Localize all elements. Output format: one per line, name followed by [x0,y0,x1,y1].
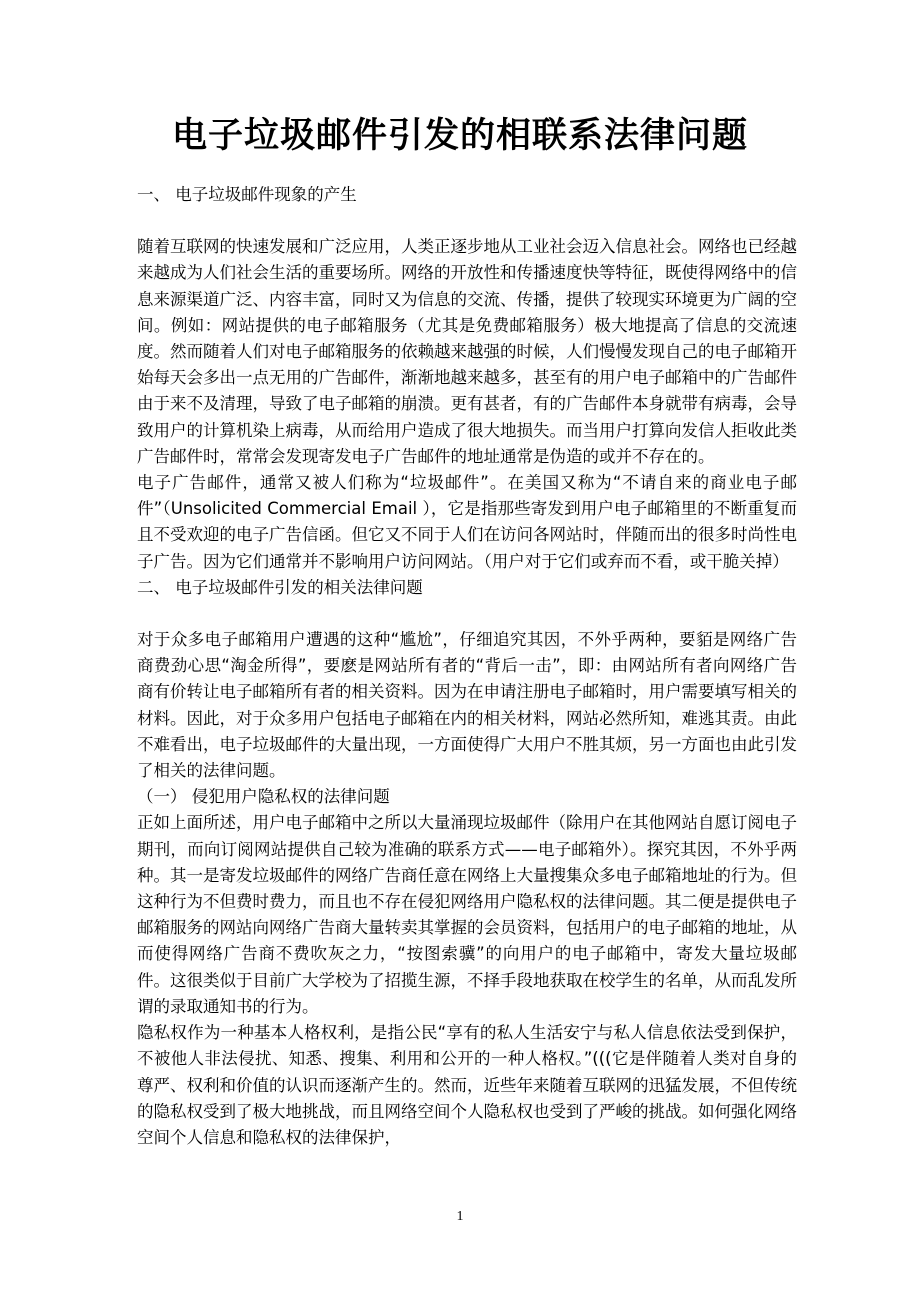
paragraph-4: 正如上面所述，用户电子邮箱中之所以大量涌现垃圾邮件（除用户在其他网站自愿订阅电子期刊，而向订阅网站提供自己较为准确的联系方式——电子邮箱外）。探究其因，不外乎两种。其一是寄发垃圾邮件的网络广告商任意在网络上大量搜集众多电子邮箱地址的行为。但这种行为不但费时费力，而且也不存在侵犯网络用户隐私权的法律问题。其二便是提供电子邮箱服务的网站向网络广告商大量转卖其掌握的会员资料，包括用户的电子邮箱的地址，从而使得网络广告商不费吹灰之力，“按图索骥”的向用户的电子邮箱中，寄发大量垃圾邮件。这很类似于目前广大学校为了招揽生源，不择手段地获取在校学生的名单，从而乱发所谓的录取通知书的行为。 [137,813,797,1016]
section-heading-2: 二、 电子垃圾邮件引发的相关法律问题 [137,577,423,597]
document-body [137,182,797,1151]
spacer [137,208,797,234]
paragraph-3: 对于众多电子邮箱用户遭遇的这种“尴尬”，仔细追究其因，不外乎两种，要貊是网络广告商费劲心思“淘金所得”，要麽是网站所有者的“背后一击”，即：由网站所有者向网络广告商有价转让电子邮箱所有者的相关资料。因为在申请注册电子邮箱时，用户需要填写相关的材料。因此，对于众多用户包括电子邮箱在内的相关材料，网站必然所知，难逃其责。由此不难看出，电子垃圾邮件的大量出现，一方面使得广大用户不胜其烦，另一方面也由此引发了相关的法律问题。 [137,630,797,781]
section-heading-1: 一、 电子垃圾邮件现象的产生 [137,185,357,204]
spacer [137,601,797,627]
paragraph-2: 电子广告邮件，通常又被人们称为“垃圾邮件”。在美国又称为“不请自来的商业电子邮件”（Unsolicited Commercial Email ），它是指那些寄发到用户电子邮箱里的不断重复而且不受欢迎的电子广告信函。但它又不同于人们在访问各网站时，伴随而出的很多时尚性电子广告。因为它们通常并不影响用户访问网站。（用户对于它们或弃而不看，或干脆关掉） [137,473,797,571]
paragraph-5: 隐私权作为一种基本人格权利，是指公民“享有的私人生活安宁与私人信息依法受到保护，不被他人非法侵扰、知悉、搜集、利用和公开的一种人格权。”(((它是伴随着人类对自身的尊严、权利和价值的认识而逐渐产生的。然而，近些年来随着互联网的迅猛发展，不但传统的隐私权受到了极大地挑战，而且网络空间个人隐私权也受到了严峻的挑战。如何强化网络空间个人信息和隐私权的法律保护， [137,1023,797,1147]
subsection-heading-1: （一） 侵犯用户隐私权的法律问题 [137,787,390,807]
page-number: 1 [456,1209,464,1224]
document-title: 电子垃圾邮件引发的相联系法律问题 [171,116,748,156]
paragraph-1: 随着互联网的快速发展和广泛应用，人类正逐步地从工业社会迈入信息社会。网络也已经越来越成为人们社会生活的重要场所。网络的开放性和传播速度快等特征，既使得网络中的信息来源渠道广泛、内容丰富，同时又为信息的交流、传播，提供了较现实环境更为广阔的空间。例如：网站提供的电子邮箱服务（尤其是免费邮箱服务）极大地提高了信息的交流速度。然而随着人们对电子邮箱服务的依赖越来越强的时候，人们慢慢发现自己的电子邮箱开始每天会多出一点无用的广告邮件，渐渐地越来越多，甚至有的用户电子邮箱中的广告邮件由于来不及清理，导致了电子邮箱的崩溃。更有甚者，有的广告邮件本身就带有病毒，会导致用户的计算机染上病毒，从而给用户造成了很大地损失。而当用户打算向发信人拒收此类广告邮件时，常常会发现寄发电子广告邮件的地址通常是伪造的或并不存在的。 [137,237,797,466]
